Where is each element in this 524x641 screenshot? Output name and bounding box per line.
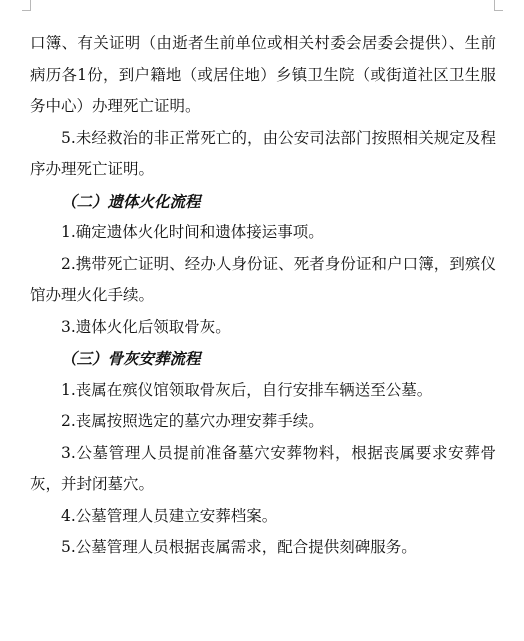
paragraph-burial-step-1: 1.丧属在殡仪馆领取骨灰后，自行安排车辆送至公墓。: [61, 380, 433, 399]
paragraph-cremation-step-3: 3.遗体火化后领取骨灰。: [61, 317, 231, 336]
margin-corner-mark-left: [22, 0, 31, 11]
paragraph-cremation-step-2: 2.携带死亡证明、经办人身份证、死者身份证和户口簿，到殡仪馆办理火化手续。: [30, 254, 496, 304]
paragraph-burial-step-2: 2.丧属按照选定的墓穴办理安葬手续。: [61, 412, 324, 430]
margin-corner-mark-right: [494, 0, 503, 11]
section-heading-burial: （三）骨灰安葬流程: [61, 349, 201, 368]
paragraph-burial-step-5: 5.公墓管理人员根据丧属需求，配合提供刻碑服务。: [61, 538, 417, 556]
paragraph-burial-step-3: 3.公墓管理人员提前准备墓穴安葬物料，根据丧属要求安葬骨灰，并封闭墓穴。: [30, 443, 496, 493]
document-body[interactable]: [30, 28, 496, 564]
paragraph-unnatural-death: 5.未经救治的非正常死亡的，由公安司法部门按照相关规定及程序办理死亡证明。: [30, 128, 496, 178]
section-heading-cremation: （二）遗体火化流程: [61, 191, 201, 211]
paragraph-burial-step-4: 4.公墓管理人员建立安葬档案。: [61, 506, 278, 525]
paragraph-death-certificate-continued: 口簿、有关证明（由逝者生前单位或相关村委会居委会提供）、生前病历各1份，到户籍地（或居住地）乡镇卫生院（或街道社区卫生服务中心）办理死亡证明。: [30, 34, 496, 115]
paragraph-cremation-step-1: 1.确定遗体火化时间和遗体接运事项。: [61, 223, 324, 241]
